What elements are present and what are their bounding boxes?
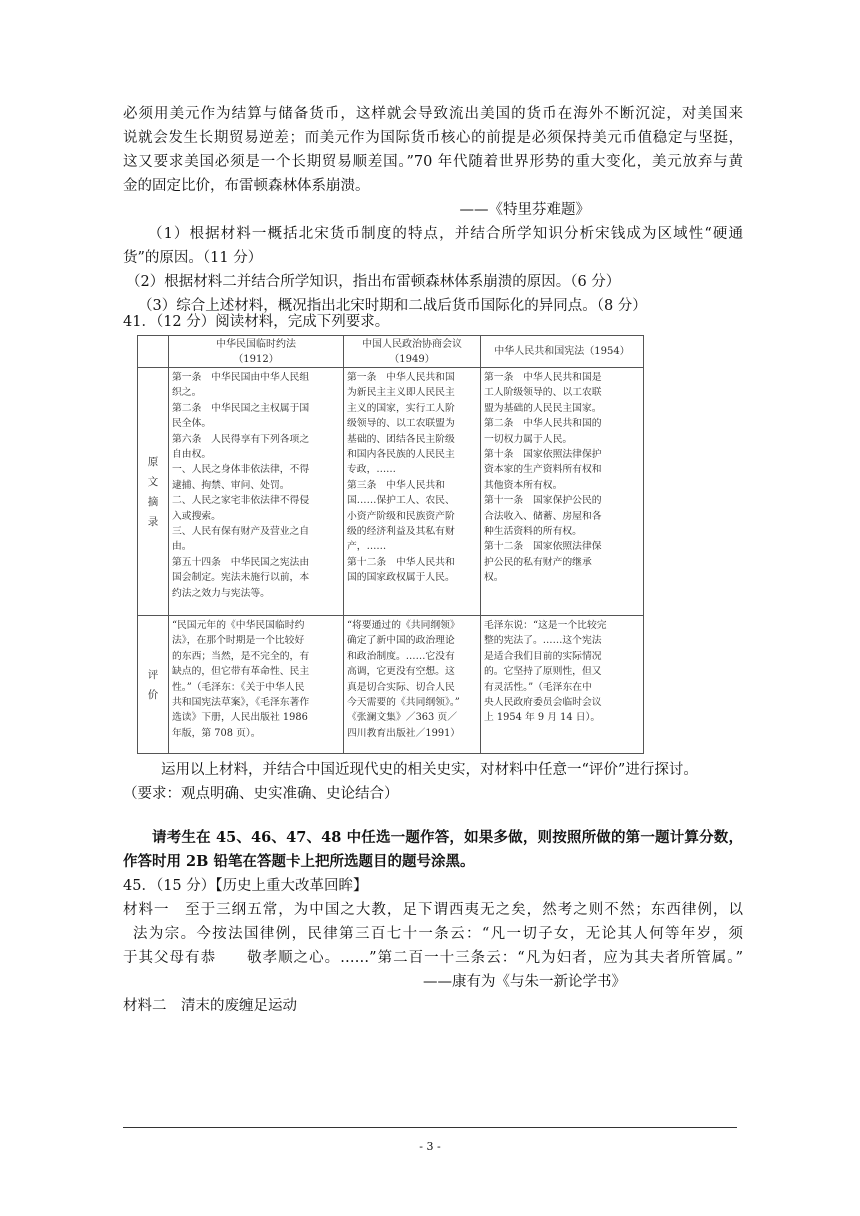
table-corner bbox=[138, 336, 169, 368]
material-2-heading: 材料二 清末的废缠足运动 bbox=[123, 998, 297, 1014]
question-40-3: （3）综合上述材料，概况指出北宋时期和二战后货币国际化的异同点。（8 分） bbox=[138, 298, 647, 314]
source-citation: ——康有为《与朱一新论学书》 bbox=[423, 974, 626, 990]
table-cell: 毛泽东说：“这是一个比较完 整的宪法了。……这个宪法 是适合我们目前的实际情况 的。它坚持了原则性，但又 有灵活性。”（毛泽东在中 央人民政府委员会临时会议 上 1954 年 9 月 14 日）。 bbox=[481, 616, 644, 754]
column-header: 中华人民共和国宪法（1954） bbox=[481, 336, 644, 368]
source-citation: ——《特里芬难题》 bbox=[459, 202, 590, 218]
page-number: - 3 - bbox=[419, 1140, 441, 1153]
question-40-1-cont: 货”的原因。（11 分） bbox=[123, 250, 263, 266]
table-cell: “民国元年的《中华民国临时约 法》，在那个时期是一个比较好 的东西；当然，是不完全的，有 缺点的，但它带有革命性、民主 性。”（毛泽东：《关于中华人民 共和国宪法草案》，《毛泽东著作 选读》下册，人民出版社 1986 年版，第 708 页）。 bbox=[169, 616, 344, 754]
question-41-instruction: 运用以上材料，并结合中国近现代史的相关史实，对材料中任意一“评价”进行探讨。 bbox=[161, 762, 698, 778]
footer-rule bbox=[123, 1127, 737, 1128]
row-label-excerpt: 原 文 摘 录 bbox=[138, 368, 169, 616]
table-cell: 第一条 中华人民共和国 为新民主主义即人民民主 主义的国家，实行工人阶 级领导的、以工农联盟为 基础的、团结各民主阶级 和国内各民族的人民民主 专政，…… 第三条 中华人民共和 国……保护工人、农民、 小资产阶级和民族资产阶 级的经济利益及其私有财 产，…… 第十二条 中华人民共和 国的国家政权属于人民。 bbox=[344, 368, 481, 616]
row-label-evaluation: 评 价 bbox=[138, 616, 169, 754]
material-table bbox=[137, 335, 644, 754]
paragraph-line: 金的固定比价，布雷顿森林体系崩溃。 bbox=[123, 178, 370, 194]
elective-note: 请考生在 45、46、47、48 中任选一题作答，如果多做，则按照所做的第一题计算分数， bbox=[152, 829, 743, 846]
material-1-line: 法为宗。今按法国律例，民律第三百七十一条云：“凡一切子女，无论其人何等年岁，须 bbox=[133, 926, 743, 942]
question-41-requirement: （要求：观点明确、史实准确、史论结合） bbox=[123, 786, 399, 802]
question-40-2: （2）根据材料二并结合所学知识，指出布雷顿森林体系崩溃的原因。（6 分） bbox=[126, 274, 621, 290]
material-1-line: 于其父母有恭 敬孝顺之心。……”第二百一十三条云：“凡为妇者，应为其夫者所管属。” bbox=[123, 950, 743, 966]
column-header: 中国人民政治协商会议 （1949） bbox=[344, 336, 481, 368]
column-header: 中华民国临时约法 （1912） bbox=[169, 336, 344, 368]
question-41-heading: 41．（12 分）阅读材料，完成下列要求。 bbox=[123, 314, 390, 330]
question-45-heading: 45．（15 分）【历史上重大改革回眸】 bbox=[123, 878, 368, 894]
table-cell: “将要通过的《共同纲领》 确定了新中国的政治理论 和政治制度。……它没有 高调，它更没有空想。这 真是切合实际、切合人民 今天需要的《共同纲领》。” 《张澜文集》／363 页／ 四川教育出版社／1991） bbox=[344, 616, 481, 754]
table-cell: 第一条 中华民国由中华人民组 织之。 第二条 中华民国之主权属于国 民全体。 第六条 人民得享有下列各项之 自由权。 一、人民之身体非依法律，不得 逮捕、拘禁、审问、处罚。 二、人民之家宅非依法律不得侵 入或搜索。 三、人民有保有财产及营业之自 由。 第五十四条 中华民国之宪法由 国会制定。宪法未施行以前，本 约法之效力与宪法等。 bbox=[169, 368, 344, 616]
material-1-line: 材料一 至于三纲五常，为中国之大教，足下谓西夷无之矣，然考之则不然；东西律例，以 bbox=[123, 902, 743, 918]
paragraph-line: 必须用美元作为结算与储备货币，这样就会导致流出美国的货币在海外不断沉淀，对美国来 bbox=[123, 106, 743, 122]
paragraph-line: 这又要求美国必须是一个长期贸易顺差国。”70 年代随着世界形势的重大变化，美元放弃与黄 bbox=[123, 154, 743, 170]
table-cell: 第一条 中华人民共和国是 工人阶级领导的、以工农联 盟为基础的人民民主国家。 第二条 中华人民共和国的 一切权力属于人民。 第十条 国家依照法律保护 资本家的生产资料所有权和 其他资本所有权。 第十一条 国家保护公民的 合法收入、储蓄、房屋和各 种生活资料的所有权。 第十二条 国家依照法律保 护公民的私有财产的继承 权。 bbox=[481, 368, 644, 616]
question-40-1: （1）根据材料一概括北宋货币制度的特点，并结合所学知识分析宋钱成为区域性“硬通 bbox=[148, 226, 743, 242]
elective-note-cont: 作答时用 2B 铅笔在答题卡上把所选题目的题号涂黑。 bbox=[123, 853, 475, 870]
paragraph-line: 说就会发生长期贸易逆差；而美元作为国际货币核心的前提是必须保持美元币值稳定与坚挺， bbox=[123, 130, 743, 146]
